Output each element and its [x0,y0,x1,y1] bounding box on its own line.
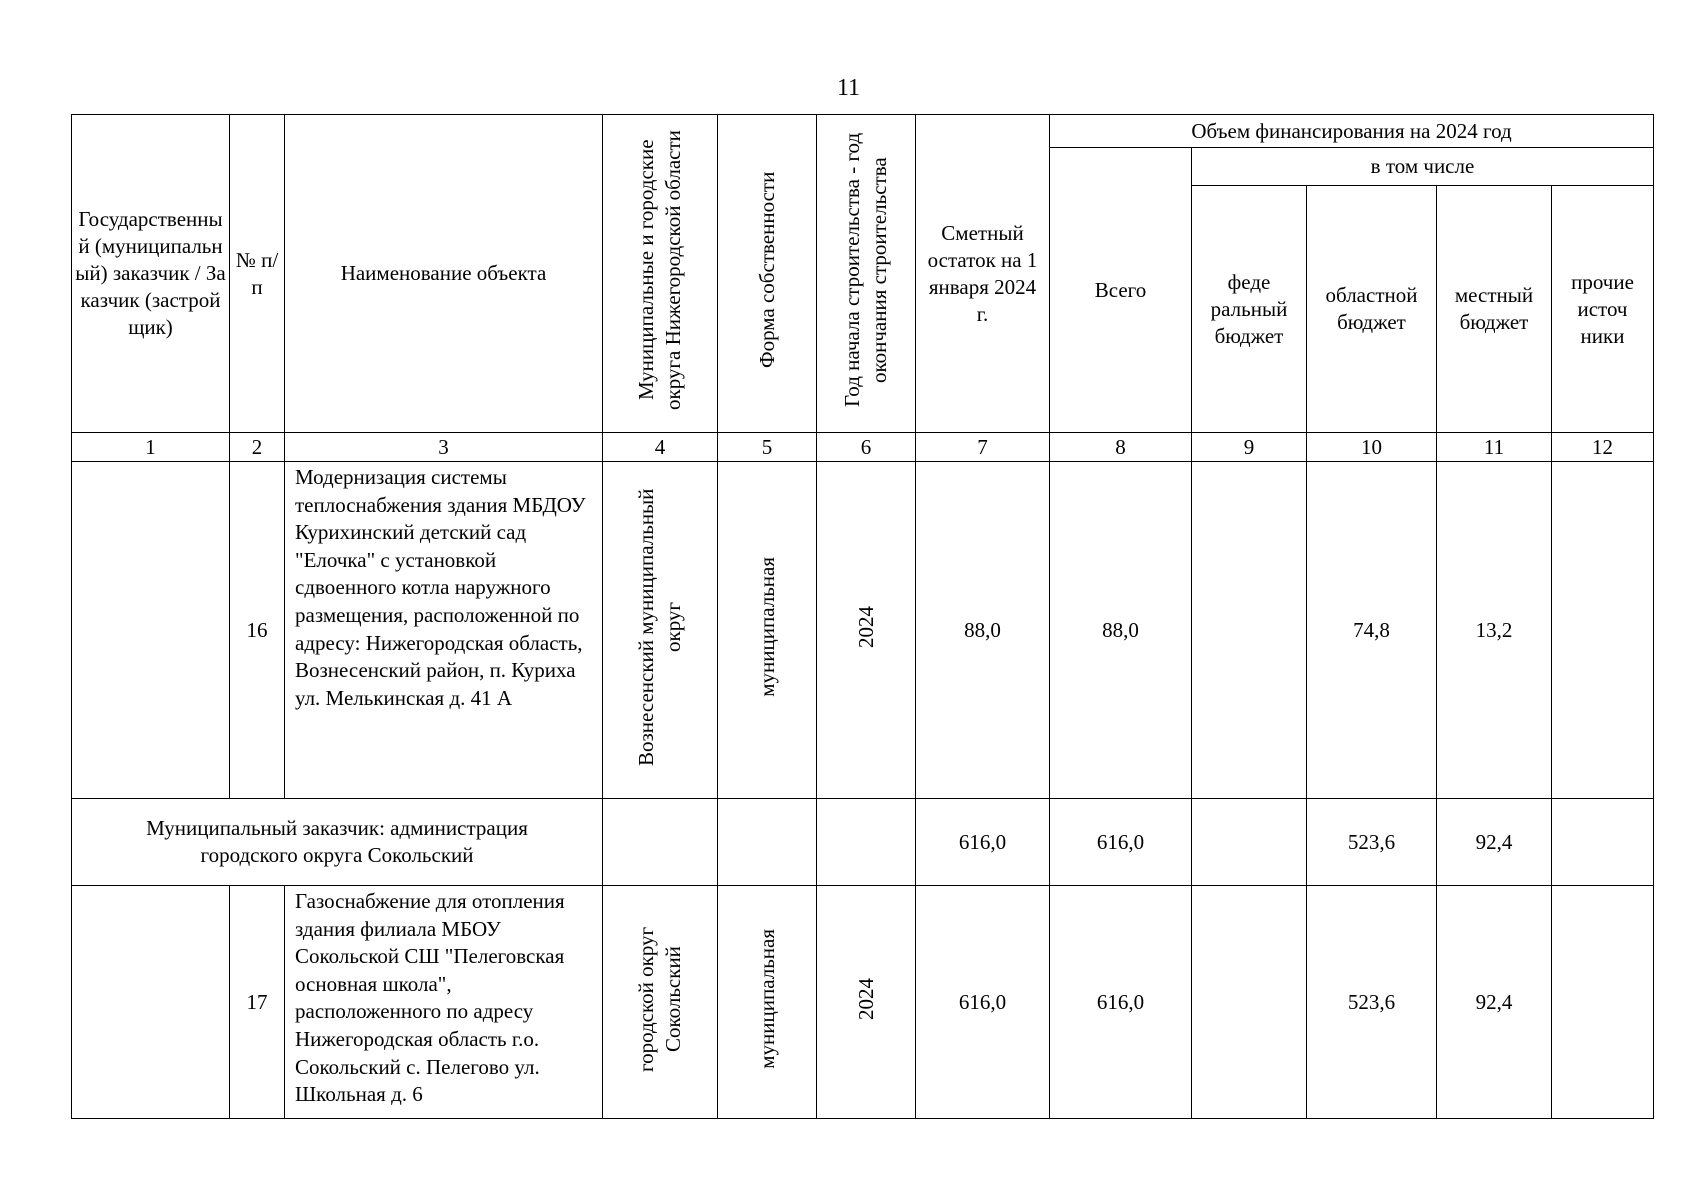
header-total: Всего [1050,148,1192,433]
row-ownership-label: муниципальная [754,556,779,697]
column-number: 1 [72,433,230,462]
header-row-number: № п/п [230,115,285,433]
header-ownership-label: Форма собственности [754,171,779,369]
row-district [603,462,718,799]
summary-empty [603,799,718,886]
column-number: 10 [1307,433,1437,462]
table-row [72,886,1654,1119]
row-regional: 523,6 [1307,886,1437,1119]
header-federal-budget: феде ральный бюджет [1192,186,1307,433]
row-regional: 74,8 [1307,462,1437,799]
page-number: 11 [836,75,861,101]
header-local-budget: местный бюджет [1437,186,1552,433]
summary-customer: Муниципальный заказчик: администрация городского округа Сокольский [72,799,603,886]
summary-regional: 523,6 [1307,799,1437,886]
row-total: 88,0 [1050,462,1192,799]
row-object-name: Газоснабжение для отопления здания филиала МБОУ Сокольской СШ "Пелеговская основная школа", расположенного по адресу Нижегородская область г.о. Сокольский с. Пелегово ул. Школьная д. 6 [285,886,603,1119]
row-customer [72,886,230,1119]
header-regional-budget: областной бюджет [1307,186,1437,433]
row-district-label: Вознесенский муниципальный округ [634,487,685,766]
financing-table [71,114,1654,1119]
row-ownership [718,462,817,799]
summary-empty [718,799,817,886]
row-years [817,886,916,1119]
header-including-group: в том числе [1192,148,1654,186]
summary-total: 616,0 [1050,799,1192,886]
column-number: 7 [916,433,1050,462]
header-years-label: Год начала строительства - год окончания строительства [840,132,891,408]
row-ownership-label: муниципальная [754,928,779,1069]
header-years [817,115,916,433]
row-district [603,886,718,1119]
column-number: 6 [817,433,916,462]
column-number: 12 [1552,433,1654,462]
row-ownership [718,886,817,1119]
row-total: 616,0 [1050,886,1192,1119]
column-number: 11 [1437,433,1552,462]
header-district [603,115,718,433]
row-years [817,462,916,799]
row-local: 92,4 [1437,886,1552,1119]
row-other [1552,462,1654,799]
header-ownership [718,115,817,433]
row-local: 13,2 [1437,462,1552,799]
header-district-label: Муниципальные и городские округа Нижегородской области [634,130,685,410]
column-number: 8 [1050,433,1192,462]
row-years-label: 2024 [853,977,878,1020]
column-number: 3 [285,433,603,462]
column-number: 5 [718,433,817,462]
row-years-label: 2024 [853,605,878,648]
row-number: 16 [230,462,285,799]
row-object-name: Модернизация системы теплоснабжения здания МБДОУ Курихинский детский сад "Елочка" с установкой сдвоенного котла наружного размещения, расположенной по адресу: Нижегородская область, Вознесенский район, п. Куриха ул. Мелькинская д. 41 А [285,462,603,799]
summary-federal [1192,799,1307,886]
summary-estimate-balance: 616,0 [916,799,1050,886]
row-number: 17 [230,886,285,1119]
row-district-label: городской округ Сокольский [634,925,685,1072]
column-number: 4 [603,433,718,462]
summary-local: 92,4 [1437,799,1552,886]
summary-empty [817,799,916,886]
row-estimate-balance: 616,0 [916,886,1050,1119]
row-customer [72,462,230,799]
header-other-sources: прочие источ ники [1552,186,1654,433]
summary-row [72,799,1654,886]
column-number: 9 [1192,433,1307,462]
row-federal [1192,462,1307,799]
table-row [72,462,1654,799]
header-estimate-balance: Сметный остаток на 1 января 2024 г. [916,115,1050,433]
header-funding-group: Объем финансирования на 2024 год [1050,115,1654,148]
row-other [1552,886,1654,1119]
header-object-name: Наименование объекта [285,115,603,433]
column-number: 2 [230,433,285,462]
summary-other [1552,799,1654,886]
row-federal [1192,886,1307,1119]
header-customer: Государственный (муниципальный) заказчик / Заказчик (застройщик) [72,115,230,433]
row-estimate-balance: 88,0 [916,462,1050,799]
